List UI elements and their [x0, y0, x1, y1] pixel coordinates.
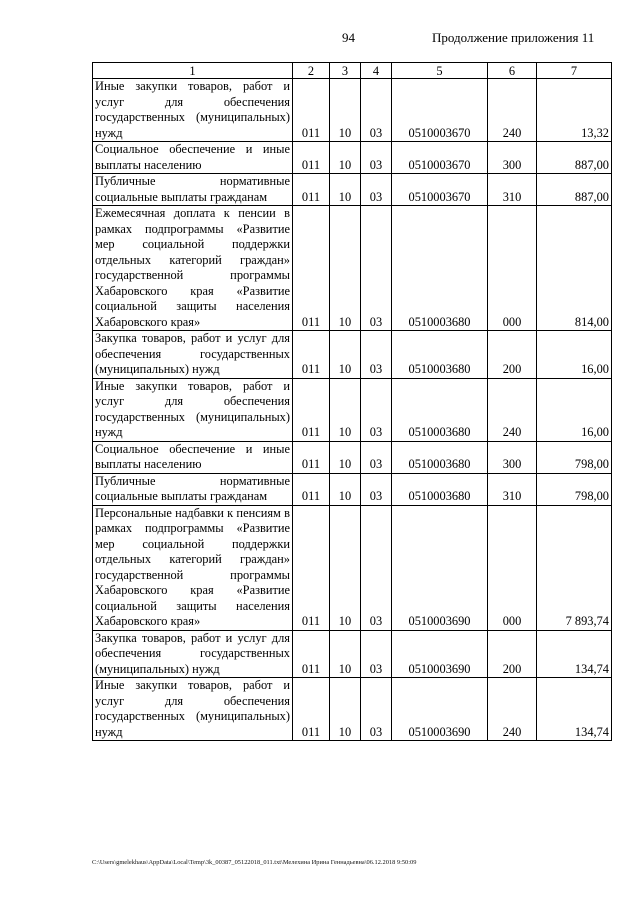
expense-type-cell: 300: [488, 142, 537, 174]
ministry-code-cell: 011: [293, 441, 330, 473]
expense-type-cell: 240: [488, 378, 537, 441]
subsection-code-cell: 03: [361, 678, 392, 741]
amount-cell: 798,00: [537, 473, 612, 505]
row-name-cell: Закупка товаров, работ и услуг для обеспечения государственных (муниципальных) нужд: [93, 331, 293, 379]
expense-type-cell: 000: [488, 505, 537, 630]
column-header-1: 1: [93, 63, 293, 79]
expense-type-cell: 240: [488, 79, 537, 142]
ministry-code-cell: 011: [293, 174, 330, 206]
target-article-cell: 0510003670: [392, 142, 488, 174]
amount-cell: 887,00: [537, 174, 612, 206]
section-code-cell: 10: [330, 79, 361, 142]
column-header-3: 3: [330, 63, 361, 79]
amount-cell: 16,00: [537, 378, 612, 441]
table-row: [93, 206, 612, 331]
subsection-code-cell: 03: [361, 473, 392, 505]
column-header-5: 5: [392, 63, 488, 79]
section-code-cell: 10: [330, 441, 361, 473]
amount-cell: 134,74: [537, 630, 612, 678]
target-article-cell: 0510003670: [392, 79, 488, 142]
row-name-cell: Иные закупки товаров, работ и услуг для обеспечения государственных (муниципальных) нужд: [93, 378, 293, 441]
budget-table: [92, 62, 612, 741]
ministry-code-cell: 011: [293, 630, 330, 678]
target-article-cell: 0510003690: [392, 505, 488, 630]
expense-type-cell: 200: [488, 331, 537, 379]
section-code-cell: 10: [330, 678, 361, 741]
column-header-7: 7: [537, 63, 612, 79]
table-row: [93, 678, 612, 741]
row-name-cell: Ежемесячная доплата к пенсии в рамках подпрограммы «Развитие мер социальной поддержки отдельных категорий граждан» государственной программы Хабаровского края «Развитие социальной защиты населения Хабаровского края»: [93, 206, 293, 331]
amount-cell: 134,74: [537, 678, 612, 741]
column-header-6: 6: [488, 63, 537, 79]
section-code-cell: 10: [330, 505, 361, 630]
table-row: [93, 630, 612, 678]
footer-file-path: C:\Users\gmelekhaus\AppData\Local\Temp\3k_00387_05122018_011.txt\Мелехина Ирина Геннадьевна\06.12.2018 9:50:09: [92, 859, 417, 866]
continuation-label: Продолжение приложения 11: [432, 30, 595, 45]
expense-type-cell: 310: [488, 174, 537, 206]
table-row: [93, 441, 612, 473]
ministry-code-cell: 011: [293, 505, 330, 630]
subsection-code-cell: 03: [361, 79, 392, 142]
table-row: [93, 142, 612, 174]
subsection-code-cell: 03: [361, 378, 392, 441]
row-name-cell: Персональные надбавки к пенсиям в рамках подпрограммы «Развитие мер социальной поддержки отдельных категорий граждан» государственной программы Хабаровского края «Развитие социальной защиты населения Хабаровского края»: [93, 505, 293, 630]
target-article-cell: 0510003680: [392, 206, 488, 331]
target-article-cell: 0510003680: [392, 378, 488, 441]
row-name-cell: Иные закупки товаров, работ и услуг для обеспечения государственных (муниципальных) нужд: [93, 79, 293, 142]
row-name-cell: Закупка товаров, работ и услуг для обеспечения государственных (муниципальных) нужд: [93, 630, 293, 678]
amount-cell: 16,00: [537, 331, 612, 379]
ministry-code-cell: 011: [293, 378, 330, 441]
amount-cell: 887,00: [537, 142, 612, 174]
amount-cell: 798,00: [537, 441, 612, 473]
subsection-code-cell: 03: [361, 174, 392, 206]
ministry-code-cell: 011: [293, 79, 330, 142]
target-article-cell: 0510003680: [392, 331, 488, 379]
table-row: [93, 505, 612, 630]
ministry-code-cell: 011: [293, 206, 330, 331]
table-row: [93, 378, 612, 441]
ministry-code-cell: 011: [293, 678, 330, 741]
expense-type-cell: 310: [488, 473, 537, 505]
ministry-code-cell: 011: [293, 331, 330, 379]
section-code-cell: 10: [330, 378, 361, 441]
row-name-cell: Публичные нормативные социальные выплаты гражданам: [93, 473, 293, 505]
section-code-cell: 10: [330, 630, 361, 678]
expense-type-cell: 200: [488, 630, 537, 678]
section-code-cell: 10: [330, 174, 361, 206]
amount-cell: 7 893,74: [537, 505, 612, 630]
row-name-cell: Социальное обеспечение и иные выплаты населению: [93, 142, 293, 174]
subsection-code-cell: 03: [361, 505, 392, 630]
row-name-cell: Социальное обеспечение и иные выплаты населению: [93, 441, 293, 473]
table-row: [93, 473, 612, 505]
target-article-cell: 0510003690: [392, 630, 488, 678]
subsection-code-cell: 03: [361, 142, 392, 174]
section-code-cell: 10: [330, 473, 361, 505]
column-header-4: 4: [361, 63, 392, 79]
table-row: [93, 174, 612, 206]
column-header-2: 2: [293, 63, 330, 79]
subsection-code-cell: 03: [361, 441, 392, 473]
subsection-code-cell: 03: [361, 630, 392, 678]
target-article-cell: 0510003680: [392, 473, 488, 505]
row-name-cell: Публичные нормативные социальные выплаты гражданам: [93, 174, 293, 206]
target-article-cell: 0510003670: [392, 174, 488, 206]
expense-type-cell: 300: [488, 441, 537, 473]
table-row: [93, 79, 612, 142]
target-article-cell: 0510003690: [392, 678, 488, 741]
ministry-code-cell: 011: [293, 142, 330, 174]
page-number: 94: [342, 30, 355, 45]
expense-type-cell: 000: [488, 206, 537, 331]
row-name-cell: Иные закупки товаров, работ и услуг для обеспечения государственных (муниципальных) нужд: [93, 678, 293, 741]
subsection-code-cell: 03: [361, 331, 392, 379]
section-code-cell: 10: [330, 206, 361, 331]
target-article-cell: 0510003680: [392, 441, 488, 473]
subsection-code-cell: 03: [361, 206, 392, 331]
section-code-cell: 10: [330, 331, 361, 379]
amount-cell: 814,00: [537, 206, 612, 331]
amount-cell: 13,32: [537, 79, 612, 142]
ministry-code-cell: 011: [293, 473, 330, 505]
expense-type-cell: 240: [488, 678, 537, 741]
table-row: [93, 331, 612, 379]
header-row: [93, 63, 612, 79]
section-code-cell: 10: [330, 142, 361, 174]
